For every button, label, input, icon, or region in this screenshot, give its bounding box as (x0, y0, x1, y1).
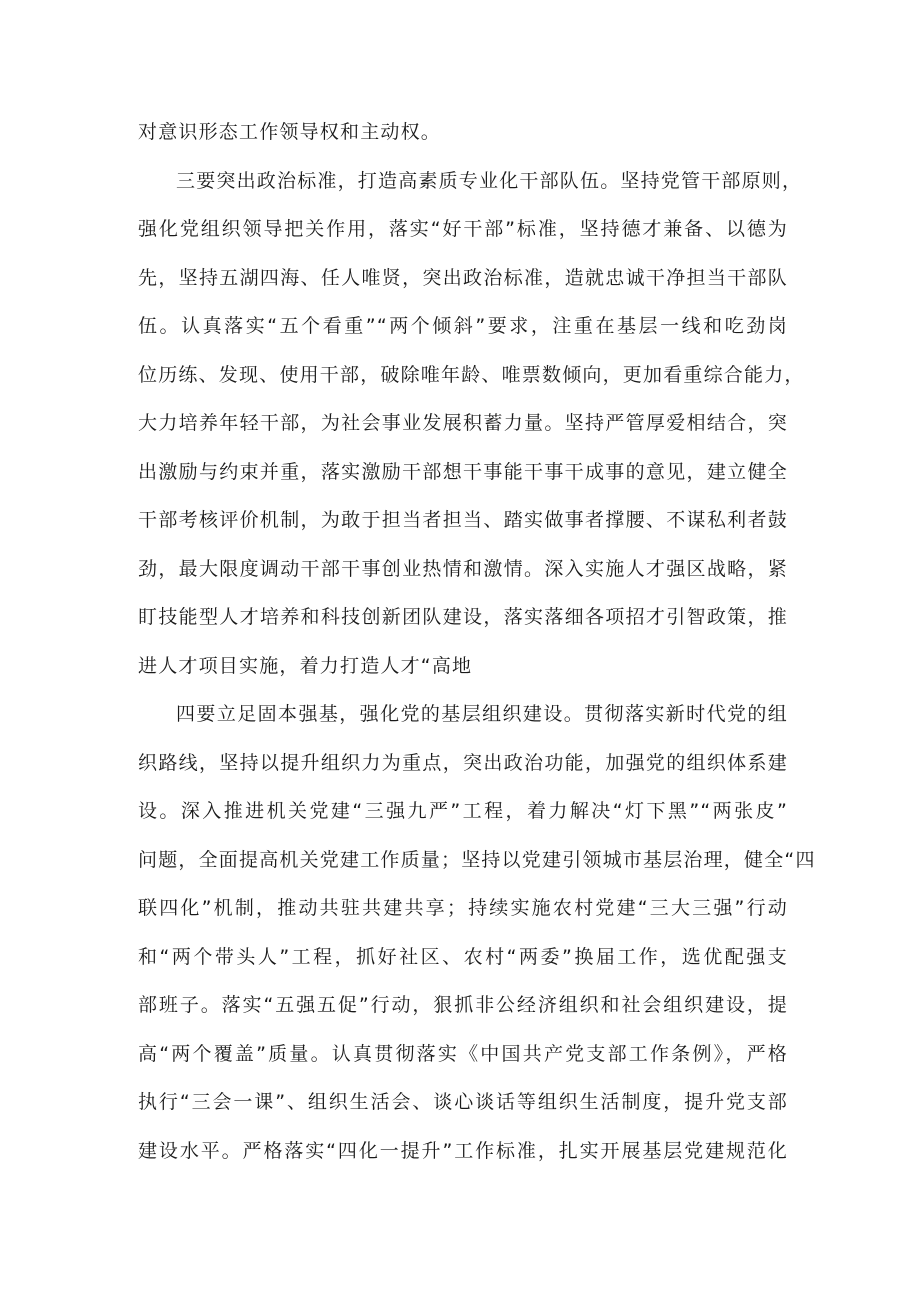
text-line: 执行“三会一课”、组织生活会、谈心谈话等组织生活制度，提升党支部 (138, 1091, 788, 1113)
text-line: 问题，全面提高机关党建工作质量；坚持以党建引领城市基层治理，健全“四 (138, 848, 816, 871)
document-body (138, 108, 816, 1175)
text-line: 对意识形态工作领导权和主动权。 (138, 121, 442, 143)
text-line: 劲，最大限度调动干部干事创业热情和激情。深入实施人才强区战略，紧 (138, 557, 788, 580)
text-line: 干部考核评价机制，为敢于担当者担当、踏实做事者撑腰、不谋私利者鼓 (138, 509, 788, 531)
text-line: 建设水平。严格落实“四化一提升”工作标准，扎实开展基层党建规范化 (138, 1139, 788, 1162)
text-line: 和“两个带头人”工程，抓好社区、农村“两委”换届工作，选优配强支 (138, 945, 788, 968)
text-line: 织路线，坚持以提升组织力为重点，突出政治功能，加强党的组织体系建 (138, 751, 788, 774)
text-line: 伍。认真落实“五个看重”“两个倾斜”要求，注重在基层一线和吃劲岗 (138, 315, 788, 337)
text-line: 联四化”机制，推动共驻共建共享；持续实施农村党建“三大三强”行动 (138, 897, 788, 919)
text-line: 先，坚持五湖四海、任人唯贤，突出政治标准，造就忠诚干净担当干部队 (138, 266, 788, 289)
text-line: 四要立足固本强基，强化党的基层组织建设。贯彻落实新时代党的组 (176, 703, 788, 725)
text-line: 盯技能型人才培养和科技创新团队建设，落实落细各项招才引智政策，推 (138, 606, 788, 628)
text-line: 设。深入推进机关党建“三强九严”工程，着力解决“灯下黑”“两张皮” (138, 800, 788, 822)
text-line: 高“两个覆盖”质量。认真贯彻落实《中国共产党支部工作条例》，严格 (138, 1042, 788, 1065)
text-line: 大力培养年轻干部，为社会事业发展积蓄力量。坚持严管厚爱相结合，突 (138, 412, 788, 434)
paragraph-point-three (138, 157, 805, 691)
text-line: 进人才项目实施，着力打造人才“高地 (138, 654, 473, 677)
text-line: 部班子。落实“五强五促”行动，狠抓非公经济组织和社会组织建设，提 (138, 994, 788, 1016)
text-line: 三要突出政治标准，打造高素质专业化干部队伍。坚持党管干部原则， (176, 169, 803, 192)
text-line: 强化党组织领导把关作用，落实“好干部”标准，坚持德才兼备、以德为 (138, 218, 788, 240)
text-line: 位历练、发现、使用干部，破除唯年龄、唯票数倾向，更加看重综合能力， (138, 363, 805, 386)
paragraph-continuation (138, 108, 788, 157)
paragraph-point-four (138, 690, 816, 1175)
text-line: 出激励与约束并重，落实激励干部想干事能干事干成事的意见，建立健全 (138, 460, 788, 483)
